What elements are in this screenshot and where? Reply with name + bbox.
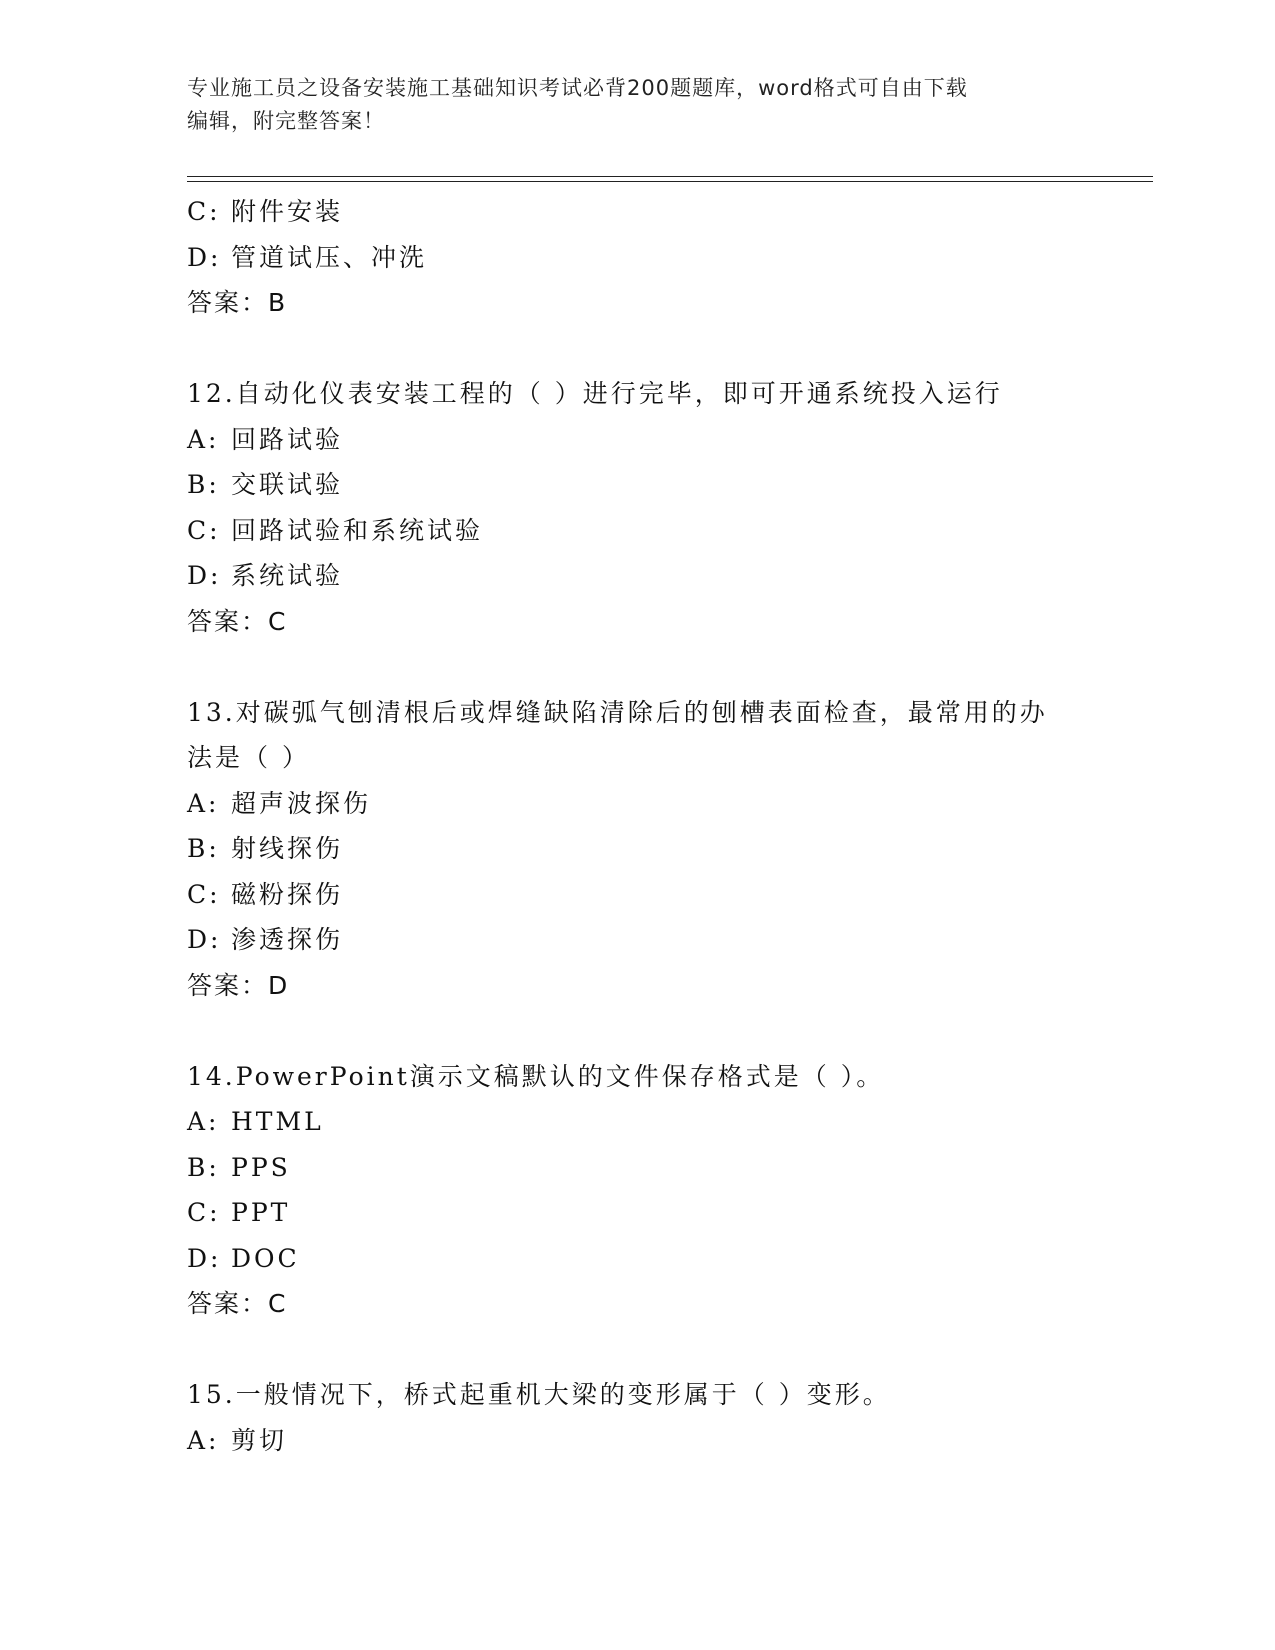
option-text: DOC [231, 1243, 300, 1273]
spacer [187, 326, 1087, 372]
option-letter: C: [187, 1198, 221, 1227]
option-text: PPT [231, 1198, 291, 1227]
option-a [187, 781, 1087, 827]
option-text: HTML [231, 1107, 324, 1136]
option-text: 交联试验 [231, 470, 344, 499]
option-letter: A: [187, 1107, 220, 1136]
option-letter: D: [187, 561, 222, 590]
question-stem: 15.一般情况下，桥式起重机大梁的变形属于（ ）变形。 [187, 1380, 891, 1409]
option-letter: C: [187, 197, 221, 226]
header-title-line1: 专业施工员之设备安装施工基础知识考试必背200题题库，word格式可自由下载 [187, 76, 968, 100]
option-letter: A: [187, 1425, 220, 1455]
question-13 [187, 690, 1087, 1009]
option-text: 渗透探伤 [231, 925, 344, 954]
question-stem: 12.自动化仪表安装工程的（ ）进行完毕，即可开通系统投入运行 [187, 379, 1003, 408]
question-stem: 14.PowerPoint演示文稿默认的文件保存格式是（ ）。 [187, 1061, 885, 1091]
option-d [187, 917, 1087, 963]
answer-line: 答案：C [187, 1289, 288, 1318]
header-divider-top [187, 176, 1153, 177]
option-text: 回路试验和系统试验 [231, 515, 484, 545]
option-c [187, 1190, 1087, 1236]
option-d [187, 235, 1087, 281]
option-b [187, 826, 1087, 872]
option-b [187, 1145, 1087, 1191]
option-letter: B: [187, 470, 220, 499]
spacer [187, 644, 1087, 690]
spacer [187, 1008, 1087, 1054]
question-15 [187, 1372, 1087, 1463]
option-text: 附件安装 [231, 197, 344, 226]
option-letter: B: [187, 1152, 220, 1182]
option-text: 系统试验 [231, 561, 344, 590]
option-letter: D: [187, 242, 222, 272]
option-letter: C: [187, 515, 221, 545]
option-text: 管道试压、冲洗 [231, 242, 428, 272]
header-divider-bottom [187, 181, 1153, 182]
option-text: 超声波探伤 [231, 788, 372, 818]
option-d [187, 553, 1087, 599]
question-14 [187, 1054, 1087, 1327]
answer-line: 答案：B [187, 288, 288, 317]
question-12 [187, 371, 1087, 644]
option-a [187, 1418, 1087, 1464]
option-text: 剪切 [231, 1425, 288, 1455]
option-c [187, 189, 1087, 235]
option-c [187, 872, 1087, 918]
answer-line: 答案：C [187, 606, 288, 636]
question-stem: 13.对碳弧气刨清根后或焊缝缺陷清除后的刨槽表面检查，最常用的办法是（ ） [187, 697, 1048, 772]
option-a [187, 1099, 1087, 1145]
option-letter: D: [187, 1243, 222, 1273]
spacer [187, 1327, 1087, 1373]
option-letter: D: [187, 925, 222, 954]
question-list [187, 189, 1087, 1463]
page-header [187, 72, 1087, 138]
option-letter: A: [187, 424, 220, 454]
option-c [187, 508, 1087, 554]
option-d [187, 1236, 1087, 1282]
option-b [187, 462, 1087, 508]
option-letter: C: [187, 879, 221, 909]
option-letter: A: [187, 788, 220, 818]
option-text: 磁粉探伤 [231, 879, 344, 909]
option-text: 射线探伤 [231, 834, 344, 863]
header-title-line2: 编辑，附完整答案！ [187, 109, 385, 133]
option-letter: B: [187, 834, 220, 863]
option-text: 回路试验 [231, 424, 344, 454]
option-text: PPS [231, 1152, 291, 1182]
option-a [187, 417, 1087, 463]
answer-line: 答案：D [187, 970, 290, 1000]
question-11-tail [187, 189, 1087, 326]
